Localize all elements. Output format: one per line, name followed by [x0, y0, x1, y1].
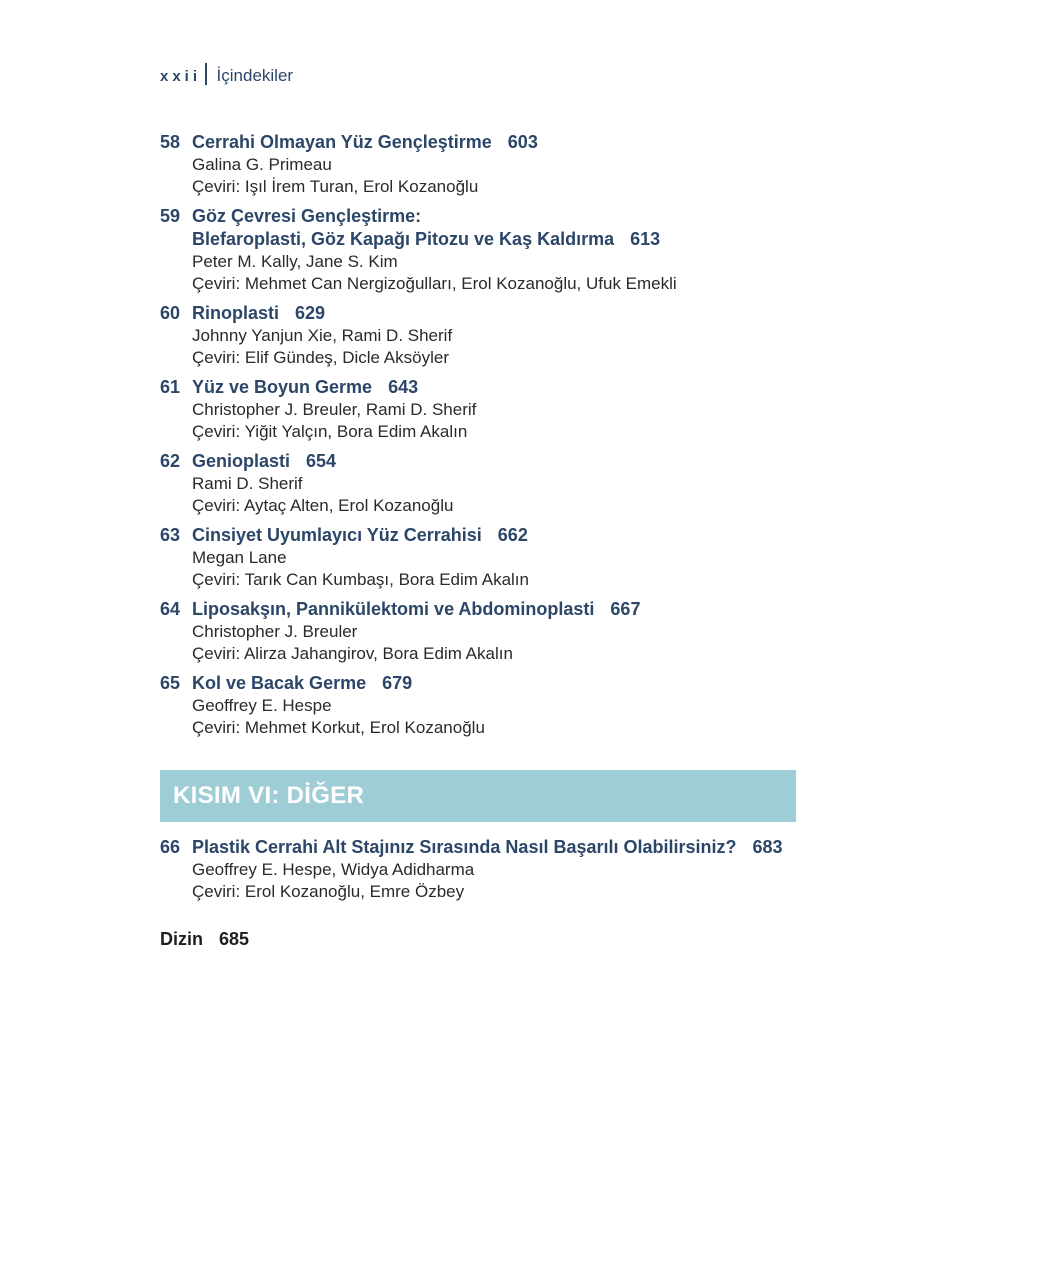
index-label: Dizin: [160, 929, 203, 949]
chapter-title[interactable]: [192, 131, 860, 154]
chapter-title[interactable]: [192, 302, 860, 325]
chapter-title[interactable]: [192, 450, 860, 473]
running-head-title: İçindekiler: [216, 66, 294, 85]
toc-entry[interactable]: [160, 450, 860, 517]
chapter-title[interactable]: [192, 836, 860, 859]
chapter-title[interactable]: [192, 524, 860, 547]
chapter-authors: Christopher J. Breuler, Rami D. Sherif: [192, 400, 477, 419]
chapter-title-text: Rinoplasti: [192, 303, 280, 323]
chapter-details: [192, 836, 860, 903]
chapter-title-text: Blefaroplasti, Göz Kapağı Pitozu ve Kaş Kaldırma: [192, 229, 615, 249]
chapter-details: [192, 205, 860, 295]
header-divider: [205, 63, 207, 85]
chapter-translators: Çeviri: Erol Kozanoğlu, Emre Özbey: [192, 882, 465, 901]
chapter-number: 63: [160, 525, 181, 545]
toc-entry[interactable]: [160, 672, 860, 739]
index-entry[interactable]: [160, 928, 249, 951]
running-head: [160, 64, 293, 88]
chapter-title[interactable]: [192, 672, 860, 695]
chapter-authors: Megan Lane: [192, 548, 287, 567]
chapter-authors: Galina G. Primeau: [192, 155, 332, 174]
chapter-number: 62: [160, 451, 181, 471]
chapter-number: 60: [160, 303, 181, 323]
chapter-authors: Johnny Yanjun Xie, Rami D. Sherif: [192, 326, 453, 345]
chapter-page-number: 629: [295, 303, 326, 323]
chapter-page-number: 662: [497, 525, 528, 545]
chapter-title-text: Kol ve Bacak Germe: [192, 673, 367, 693]
chapter-list: [160, 131, 860, 746]
chapter-page-number: 603: [507, 132, 538, 152]
chapter-title[interactable]: [192, 598, 860, 621]
chapter-details: [192, 376, 860, 443]
chapter-title-text: Liposakşın, Pannikülektomi ve Abdominoplasti: [192, 599, 595, 619]
chapter-page-number: 643: [388, 377, 419, 397]
section-banner: [160, 770, 796, 822]
chapter-title[interactable]: [192, 376, 860, 399]
chapter-title-text: Plastik Cerrahi Alt Stajınız Sırasında Nasıl Başarılı Olabilirsiniz?: [192, 837, 737, 857]
chapter-title-text: Göz Çevresi Gençleştirme:: [192, 206, 422, 226]
chapter-page-number: 654: [306, 451, 337, 471]
chapter-page-number: 679: [382, 673, 413, 693]
chapter-page-number: 613: [630, 229, 661, 249]
chapter-details: [192, 672, 860, 739]
chapter-translators: Çeviri: Yiğit Yalçın, Bora Edim Akalın: [192, 422, 468, 441]
chapter-translators: Çeviri: Tarık Can Kumbaşı, Bora Edim Akalın: [192, 570, 529, 589]
toc-entry[interactable]: [160, 131, 860, 198]
chapter-title-text: Cinsiyet Uyumlayıcı Yüz Cerrahisi: [192, 525, 482, 545]
index-page-number: 685: [219, 929, 250, 949]
chapter-translators: Çeviri: Alirza Jahangirov, Bora Edim Akalın: [192, 644, 513, 663]
chapter-details: [192, 302, 860, 369]
chapter-authors: Geoffrey E. Hespe: [192, 696, 332, 715]
chapter-authors: Peter M. Kally, Jane S. Kim: [192, 252, 398, 271]
page-number: xxii: [160, 67, 202, 85]
chapter-translators: Çeviri: Mehmet Korkut, Erol Kozanoğlu: [192, 718, 485, 737]
toc-entry[interactable]: [160, 836, 860, 903]
chapter-number: 65: [160, 673, 181, 693]
chapter-page-number: 683: [752, 837, 783, 857]
toc-entry[interactable]: [160, 205, 860, 295]
chapter-page-number: 667: [610, 599, 641, 619]
chapter-number: 64: [160, 599, 181, 619]
section-title: KISIM VI: DİĞER: [173, 782, 365, 809]
chapter-number: 58: [160, 132, 181, 152]
chapter-details: [192, 598, 860, 665]
chapter-details: [192, 450, 860, 517]
chapter-details: [192, 131, 860, 198]
toc-entry[interactable]: [160, 376, 860, 443]
chapter-title[interactable]: [192, 205, 860, 228]
chapter-translators: Çeviri: Aytaç Alten, Erol Kozanoğlu: [192, 496, 454, 515]
chapter-title-text: Cerrahi Olmayan Yüz Gençleştirme: [192, 132, 492, 152]
chapter-authors: Geoffrey E. Hespe, Widya Adidharma: [192, 860, 475, 879]
chapter-number: 59: [160, 206, 181, 226]
chapter-title-text: Yüz ve Boyun Germe: [192, 377, 373, 397]
chapter-number: 61: [160, 377, 181, 397]
chapter-details: [192, 524, 860, 591]
chapter-title[interactable]: [192, 228, 860, 251]
chapter-authors: Rami D. Sherif: [192, 474, 303, 493]
toc-entry[interactable]: [160, 598, 860, 665]
chapter-title-text: Genioplasti: [192, 451, 291, 471]
chapter-authors: Christopher J. Breuler: [192, 622, 358, 641]
toc-entry[interactable]: [160, 524, 860, 591]
chapter-translators: Çeviri: Elif Gündeş, Dicle Aksöyler: [192, 348, 449, 367]
toc-entry[interactable]: [160, 302, 860, 369]
chapter-translators: Çeviri: Işıl İrem Turan, Erol Kozanoğlu: [192, 177, 479, 196]
chapter-translators: Çeviri: Mehmet Can Nergizoğulları, Erol Kozanoğlu, Ufuk Emekli: [192, 274, 677, 293]
chapter-number: 66: [160, 837, 181, 857]
chapter-list-section-vi: [160, 836, 860, 910]
